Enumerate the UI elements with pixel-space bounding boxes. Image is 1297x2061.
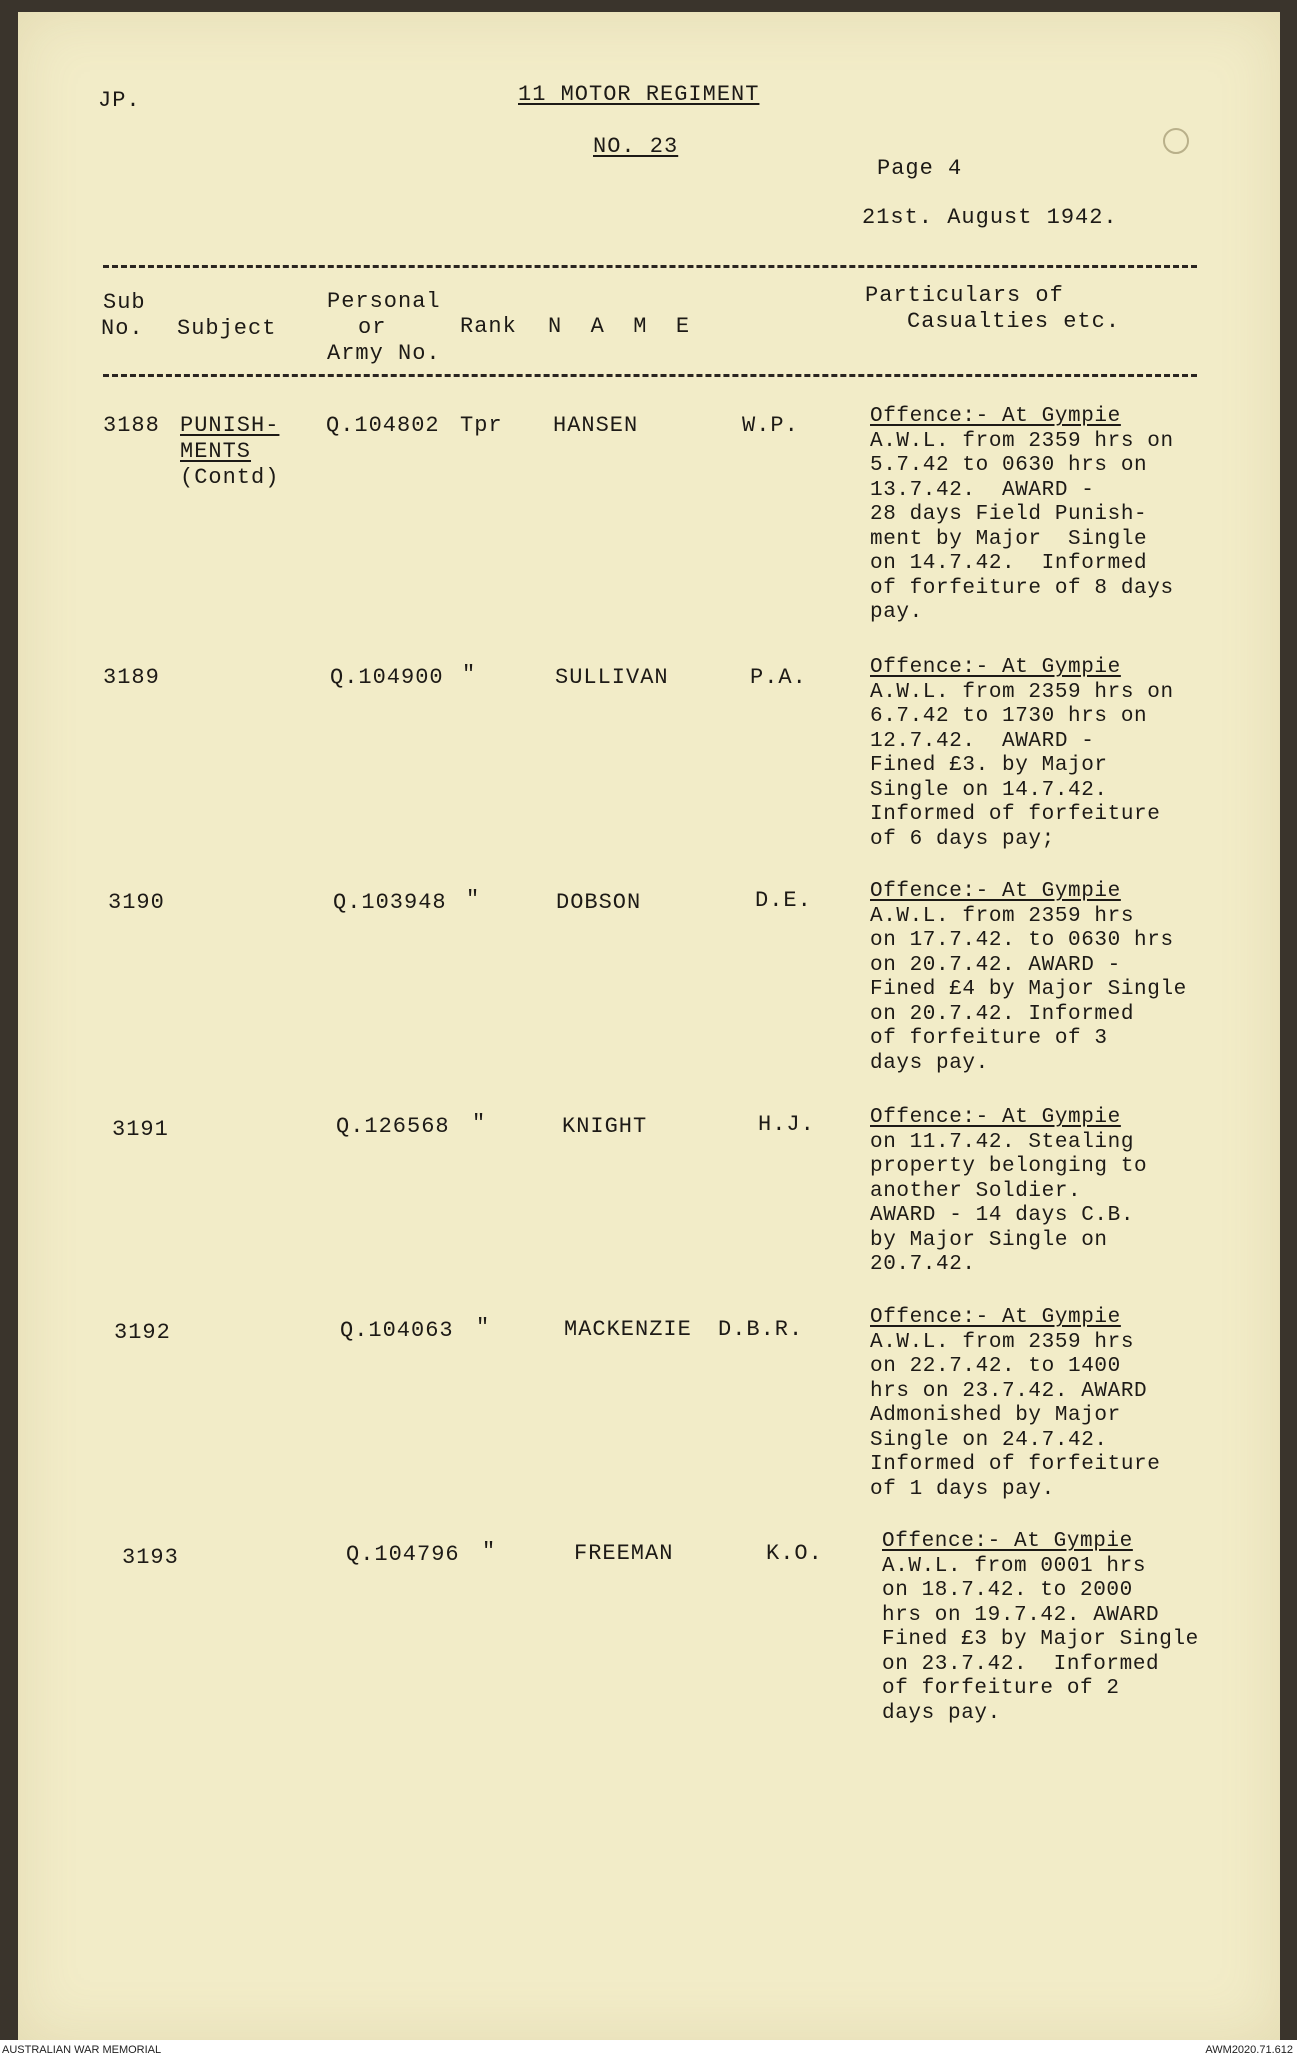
subject-line: PUNISH- bbox=[180, 413, 280, 438]
particulars-line: Single on 14.7.42. bbox=[870, 778, 1108, 802]
subject-line: MENTS bbox=[180, 439, 252, 464]
particulars-line: of 6 days pay; bbox=[870, 827, 1055, 851]
particulars bbox=[870, 880, 1270, 1076]
document-date: 21st. August 1942. bbox=[862, 205, 1118, 230]
particulars-line: Fined £4 by Major Single bbox=[870, 978, 1187, 1001]
particulars-line: by Major Single on bbox=[870, 1228, 1108, 1252]
col-rank: Rank bbox=[460, 314, 517, 339]
particulars-line: of 1 days pay. bbox=[870, 1477, 1055, 1501]
particulars-line: 6.7.42 to 1730 hrs on bbox=[870, 705, 1148, 728]
col-no: No. bbox=[101, 316, 144, 341]
rank: " bbox=[472, 1111, 487, 1136]
surname: SULLIVAN bbox=[555, 665, 669, 690]
col-or: or bbox=[358, 315, 387, 340]
particulars-line: 20.7.42. bbox=[870, 1253, 976, 1276]
particulars-line: 28 days Field Punish- bbox=[870, 503, 1148, 526]
particulars-line: on 11.7.42. Stealing bbox=[870, 1130, 1135, 1154]
surname: HANSEN bbox=[553, 413, 639, 438]
particulars-line: hrs on 23.7.42. AWARD bbox=[870, 1379, 1148, 1403]
particulars-line: A.W.L. from 2359 hrs bbox=[870, 1330, 1135, 1354]
particulars bbox=[870, 1306, 1270, 1502]
particulars-line: 5.7.42 to 0630 hrs on bbox=[870, 454, 1148, 477]
rank: Tpr bbox=[460, 413, 503, 438]
army-number: Q.104796 bbox=[346, 1542, 460, 1567]
particulars-line: on 18.7.42. to 2000 bbox=[882, 1579, 1133, 1602]
particulars-line: Fined £3 by Major Single bbox=[882, 1628, 1199, 1651]
header-rule-top bbox=[103, 265, 1197, 268]
particulars-line: on 17.7.42. to 0630 hrs bbox=[870, 929, 1174, 952]
army-number: Q.103948 bbox=[333, 890, 447, 915]
particulars-line: Offence:- At Gympie bbox=[870, 656, 1121, 679]
page-number: Page 4 bbox=[877, 156, 963, 181]
footer-accession: AWM2020.71.612 bbox=[1205, 2044, 1293, 2056]
rank: " bbox=[476, 1315, 491, 1340]
surname: DOBSON bbox=[556, 890, 642, 915]
particulars-line: A.W.L. from 2359 hrs bbox=[870, 904, 1135, 928]
army-number: Q.104802 bbox=[326, 413, 440, 438]
particulars-line: on 22.7.42. to 1400 bbox=[870, 1355, 1121, 1378]
initials: K.O. bbox=[766, 1541, 823, 1566]
particulars-line: of forfeiture of 3 bbox=[870, 1027, 1108, 1050]
particulars bbox=[870, 656, 1270, 852]
particulars-line: Informed of forfeiture bbox=[870, 803, 1161, 826]
particulars-line: Admonished by Major bbox=[870, 1404, 1121, 1427]
particulars-line: another Soldier. bbox=[870, 1179, 1082, 1203]
particulars-line: pay. bbox=[870, 601, 923, 624]
particulars-line: Fined £3. by Major bbox=[870, 754, 1108, 777]
particulars-line: days pay. bbox=[882, 1701, 1001, 1725]
initials: D.B.R. bbox=[718, 1317, 804, 1342]
footer-institution: AUSTRALIAN WAR MEMORIAL bbox=[2, 2044, 162, 2056]
particulars-line: Offence:- At Gympie bbox=[870, 1106, 1121, 1129]
army-number: Q.104063 bbox=[340, 1318, 454, 1343]
rank: " bbox=[482, 1539, 497, 1564]
rank: " bbox=[462, 662, 477, 687]
col-name: N A M E bbox=[548, 314, 691, 339]
particulars-line: Offence:- At Gympie bbox=[870, 405, 1121, 428]
particulars-line: Offence:- At Gympie bbox=[870, 880, 1121, 903]
particulars-line: days pay. bbox=[870, 1051, 989, 1075]
archive-footer bbox=[0, 2040, 1297, 2061]
particulars-line: of forfeiture of 8 days bbox=[870, 576, 1174, 600]
initials: P.A. bbox=[750, 665, 807, 690]
sub-no: 3189 bbox=[103, 665, 160, 690]
surname: FREEMAN bbox=[574, 1541, 674, 1566]
particulars-line: A.W.L. from 2359 hrs on bbox=[870, 680, 1174, 704]
particulars-line: A.W.L. from 0001 hrs bbox=[882, 1554, 1147, 1578]
particulars-line: on 23.7.42. Informed bbox=[882, 1652, 1160, 1676]
particulars-line: ment by Major Single bbox=[870, 527, 1148, 551]
surname: MACKENZIE bbox=[564, 1317, 692, 1342]
particulars-line: hrs on 19.7.42. AWARD bbox=[882, 1603, 1160, 1627]
rank: " bbox=[466, 887, 481, 912]
particulars-line: Offence:- At Gympie bbox=[882, 1530, 1133, 1553]
col-subject: Subject bbox=[177, 316, 277, 341]
punch-hole bbox=[1163, 128, 1189, 154]
col-army-no: Army No. bbox=[327, 341, 441, 366]
header-initials: JP. bbox=[98, 88, 141, 113]
surname: KNIGHT bbox=[562, 1114, 648, 1139]
particulars bbox=[870, 405, 1270, 626]
col-personal: Personal bbox=[327, 289, 441, 314]
col-sub: Sub bbox=[103, 290, 146, 315]
particulars-line: 13.7.42. AWARD - bbox=[870, 478, 1095, 502]
particulars-line: AWARD - 14 days C.B. bbox=[870, 1204, 1135, 1227]
subject-line: (Contd) bbox=[180, 465, 280, 490]
sub-no: 3193 bbox=[122, 1545, 179, 1570]
col-casualties: Casualties etc. bbox=[907, 309, 1121, 334]
particulars bbox=[882, 1530, 1282, 1726]
sub-no: 3191 bbox=[112, 1117, 169, 1142]
header-rule-bottom bbox=[103, 374, 1197, 377]
initials: W.P. bbox=[742, 413, 799, 438]
particulars-line: on 14.7.42. Informed bbox=[870, 552, 1148, 575]
army-number: Q.104900 bbox=[330, 665, 444, 690]
unit-title: 11 MOTOR REGIMENT bbox=[518, 82, 760, 107]
col-particulars: Particulars of bbox=[865, 283, 1064, 308]
particulars-line: of forfeiture of 2 bbox=[882, 1677, 1120, 1700]
sub-no: 3190 bbox=[108, 890, 165, 915]
particulars-line: Informed of forfeiture bbox=[870, 1453, 1161, 1476]
particulars-line: property belonging to bbox=[870, 1155, 1148, 1178]
particulars-line: on 20.7.42. AWARD - bbox=[870, 953, 1121, 977]
particulars-line: Single on 24.7.42. bbox=[870, 1428, 1108, 1452]
initials: D.E. bbox=[755, 888, 812, 913]
sub-no: 3192 bbox=[114, 1320, 171, 1345]
particulars bbox=[870, 1106, 1270, 1278]
order-number: NO. 23 bbox=[593, 134, 679, 159]
particulars-line: on 20.7.42. Informed bbox=[870, 1002, 1135, 1026]
particulars-line: A.W.L. from 2359 hrs on bbox=[870, 429, 1174, 453]
army-number: Q.126568 bbox=[336, 1114, 450, 1139]
initials: H.J. bbox=[758, 1112, 815, 1137]
particulars-line: Offence:- At Gympie bbox=[870, 1306, 1121, 1329]
particulars-line: 12.7.42. AWARD - bbox=[870, 729, 1095, 753]
sub-no: 3188 bbox=[103, 413, 160, 438]
